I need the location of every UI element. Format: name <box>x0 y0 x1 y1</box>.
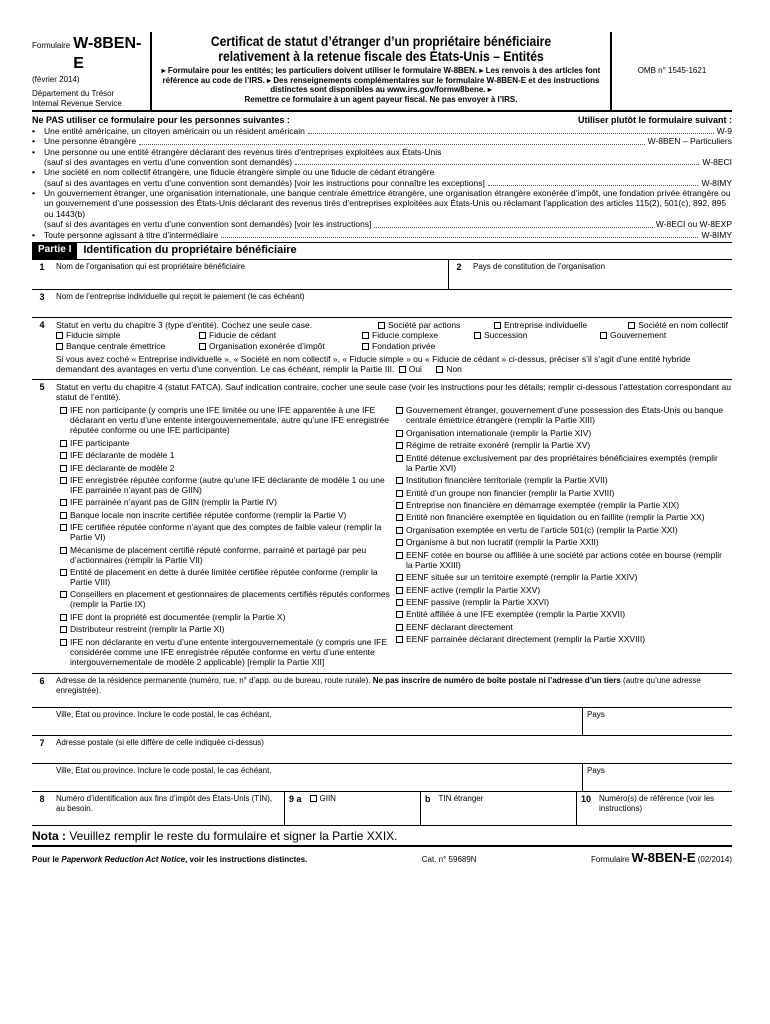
fatca-status-option[interactable] <box>60 625 390 635</box>
fatca-status-label: Régime de retraite exonéré (remplir la Partie XV) <box>406 440 591 451</box>
list-item: • Toute personne agissant à titre d’intermédiaire W-8IMY <box>32 229 732 240</box>
form-title-line2: relativement à la retenue fiscale des États-Unis – Entités <box>218 49 544 65</box>
mailing-city-field[interactable]: Ville, État ou province. Inclure le code postal, le cas échéant. <box>56 766 272 775</box>
city-field[interactable]: Ville, État ou province. Inclure le code postal, le cas échéant. <box>56 710 272 719</box>
fatca-status-label: Organisme à but non lucratif (remplir la Partie XXII) <box>406 537 599 548</box>
irs-name: Internal Revenue Service <box>32 98 122 108</box>
fatca-status-option[interactable] <box>60 476 390 496</box>
fatca-status-option[interactable] <box>60 511 390 521</box>
line-6-city-row <box>32 708 732 736</box>
line-5-number: 5 <box>39 381 45 392</box>
fatca-status-label: IFE enregistrée réputée conforme (autre qu’une IFE déclarante de modèle 1 ou une IFE parrainée n’ayant pas de GIIN) <box>70 475 385 495</box>
option-estate[interactable]: Succession <box>474 330 600 340</box>
hybrid-yes-checkbox[interactable]: Oui <box>399 364 422 374</box>
form-label: Formulaire <box>32 41 71 50</box>
line-4-number: 4 <box>39 319 45 330</box>
fatca-status-label: Gouvernement étranger, gouvernement d’une possession des États-Unis ou banque centrale émettrice étrangère (remplir la Partie XIII) <box>406 405 724 426</box>
line-4-row <box>32 318 732 380</box>
option-simple-trust[interactable]: Fiducie simple <box>56 330 199 340</box>
hybrid-no-checkbox[interactable]: Non <box>436 364 462 374</box>
option-grantor-trust[interactable]: Fiducie de cédant <box>199 330 362 340</box>
fatca-status-label: Entité de placement en dette à durée limitée certifiée réputée conforme (remplir la Partie VIII) <box>70 567 378 587</box>
department: Département du Trésor <box>32 88 115 98</box>
fatca-status-label: IFE parrainée n’ayant pas de GIIN (remplir la Partie IV) <box>70 497 277 508</box>
checkbox[interactable] <box>60 465 67 472</box>
fatca-status-option[interactable] <box>60 406 390 436</box>
checkbox[interactable] <box>396 527 403 534</box>
organization-name-field[interactable] <box>52 260 448 289</box>
fatca-status-label: EENF déclarant directement <box>406 621 513 632</box>
fatca-status-option[interactable] <box>396 623 726 633</box>
use-instead-heading: Utiliser plutôt le formulaire suivant : <box>577 115 732 125</box>
catalog-number: Cat. n° 59689N <box>421 854 477 864</box>
fatca-status-label: Entité non financière exemptée en liquidation ou en faillite (remplir la Partie XX) <box>406 512 705 523</box>
checkbox[interactable] <box>396 502 403 509</box>
fatca-status-left-column <box>56 406 396 670</box>
foreign-tin-field[interactable]: b TIN étranger <box>420 792 576 825</box>
fatca-status-option[interactable] <box>396 454 726 474</box>
fatca-status-label: Entité détenue exclusivement par des propriétaires bénéficiaires exemptés (remplir la Partie XVI) <box>406 452 718 473</box>
country-field[interactable]: Pays <box>582 708 732 735</box>
form-instructions: ▸ Formulaire pour les entités; les particuliers doivent utiliser le formulaire W-8BEN. ▸ Les renvois à des articles font référence au code de l’IRS. ▸ Des renseignements complémentaires sur le formulaire W-8BEN-E et des instructions distinctes sont disponibles au www.irs.gov/formw8bene. ▸ <box>161 66 601 95</box>
fatca-status-label: Banque locale non inscrite certifiée réputée conforme (remplir la Partie V) <box>70 509 347 520</box>
checkbox[interactable] <box>60 626 67 633</box>
header-left <box>32 32 152 110</box>
line-2-number: 2 <box>456 261 462 272</box>
fatca-status-option[interactable] <box>396 635 726 645</box>
checkbox[interactable] <box>60 512 67 519</box>
checkbox[interactable] <box>60 499 67 506</box>
line-8-number: 8 <box>39 794 45 804</box>
fatca-status-label: Entité affiliée à une IFE exemptée (remplir la Partie XXVII) <box>406 609 626 620</box>
do-not-use-heading: Ne PAS utiliser ce formulaire pour les personnes suivantes : <box>32 115 290 125</box>
fatca-status-option[interactable] <box>396 598 726 608</box>
fatca-status-right-column <box>396 406 732 670</box>
line-1-number: 1 <box>39 261 45 272</box>
checkbox[interactable] <box>396 490 403 497</box>
checkbox[interactable] <box>396 430 403 437</box>
fatca-status-option[interactable] <box>60 613 390 623</box>
country-of-incorporation-label: Pays de constitution de l’organisation <box>473 261 606 271</box>
form-date: (février 2014) <box>32 75 80 85</box>
fatca-status-option[interactable] <box>396 551 726 571</box>
fatca-status-option[interactable] <box>396 441 726 451</box>
fatca-status-option[interactable] <box>60 568 390 588</box>
giin-field[interactable]: 9 a GIIN <box>284 792 420 825</box>
checkbox[interactable] <box>396 477 403 484</box>
fatca-status-label: EENF passive (remplir la Partie XXVI) <box>406 596 550 607</box>
form-page <box>32 32 732 865</box>
fatca-status-label: IFE non déclarante en vertu d’une entente intergouvernementale (y compris une IFE considérée comme une IFE enregistrée réputée conforme en vertu d’une entente intergouvernementale de modèle 2 applicable) [remplir la Partie XII] <box>70 636 388 667</box>
header-center <box>152 32 612 110</box>
part1-title: Identification du propriétaire bénéficiaire <box>83 244 297 257</box>
disregarded-entity-field[interactable] <box>32 290 732 318</box>
checkbox[interactable] <box>60 547 67 554</box>
fatca-status-label: IFE certifiée réputée conforme n’ayant que des comptes de faible valeur (remplir la Partie VI) <box>70 522 382 543</box>
fatca-status-label: Conseillers en placement et gestionnaires de placements certifiés réputés conformes (remplir la Partie IX) <box>70 589 390 610</box>
checkbox[interactable] <box>60 477 67 484</box>
fatca-status-label: EENF parrainée déclarant directement (remplir la Partie XXVIII) <box>406 634 646 645</box>
list-item: • Un gouvernement étranger, une organisation internationale, une banque centrale émettrice étrangère, une organisation étrangère exonérée d’impôt, une fondation privée étrangère ou un gouvernement d’une possession des États-Unis déclarant des revenus tirés d’entreprises exploitées aux États-Unis ou réclamant l’application des articles 115(2), 501(c), 892, 895 ou 1443(b) (sauf si des avantages en vertu d’une convention sont demandés) [voir les instructions] W-8ECI ou W-8EXP <box>32 188 732 230</box>
option-sole-proprietor[interactable]: Entreprise individuelle <box>494 320 624 330</box>
part1-label: Partie I <box>32 242 77 259</box>
list-item: • Une personne étrangère W-8BEN – Particuliers <box>32 136 732 147</box>
fatca-status-label: Distributeur restreint (remplir la Partie XI) <box>70 624 225 635</box>
us-tin-field[interactable]: Numéro d’identification aux fins d’impôt des États-Unis (TIN), au besoin. <box>56 794 273 813</box>
option-complex-trust[interactable]: Fiducie complexe <box>362 330 474 340</box>
chapter3-status-label: Statut en vertu du chapitre 3 (type d’entité). Cochez une seule case. <box>56 319 313 330</box>
checkbox[interactable] <box>396 636 403 643</box>
fatca-status-option[interactable] <box>60 638 390 668</box>
fatca-status-option[interactable] <box>396 489 726 499</box>
hybrid-entity-question: Si vous avez coché « Entreprise individuelle », « Société en nom collectif », « Fiducie simple » ou « Fiducie de cédant » ci-dessus, préciser s’il s’agit d’une entité hybride demandant des avantages en vertu d’une convention. Le cas échéant, remplir la Partie III. Oui Non <box>56 354 691 375</box>
checkbox[interactable] <box>60 452 67 459</box>
nota: Nota : Veuillez remplir le reste du formulaire et signer la Partie XXIX. <box>32 826 732 847</box>
option-tax-exempt-org[interactable]: Organisation exonérée d’impôt <box>199 341 362 351</box>
checkbox[interactable] <box>60 591 67 598</box>
fatca-status-option[interactable] <box>396 573 726 583</box>
part1-heading <box>32 243 732 260</box>
fatca-status-option[interactable] <box>60 546 390 566</box>
fatca-status-label: EENF cotée en bourse ou affiliée à une société par actions cotée en bourse (remplir la Partie XXIII) <box>406 549 722 570</box>
checkbox[interactable] <box>396 611 403 618</box>
line-7-number: 7 <box>39 738 45 748</box>
fatca-status-label: Mécanisme de placement certifié réputé conforme, parrainé et partagé par peu d’actionnaires (remplir la Partie VII) <box>70 544 367 565</box>
form-title-line1: Certificat de statut d’étranger d’un propriétaire bénéficiaire <box>210 34 552 49</box>
fatca-status-label: EENF active (remplir la Partie XXV) <box>406 584 541 595</box>
checkbox[interactable] <box>60 614 67 621</box>
fatca-status-label: IFE dont la propriété est documentée (remplir la Partie X) <box>70 611 286 622</box>
form-number: W-8BEN-E <box>73 35 142 72</box>
country-of-incorporation-field[interactable] <box>448 260 732 289</box>
mailing-country-field[interactable]: Pays <box>582 764 732 791</box>
fatca-status-option[interactable] <box>60 439 390 449</box>
checkbox[interactable] <box>60 407 67 414</box>
fatca-status-label: Entreprise non financière en démarrage exemptée (remplir la Partie XIX) <box>406 499 680 510</box>
option-government[interactable]: Gouvernement <box>600 330 666 340</box>
fatca-status-option[interactable] <box>396 586 726 596</box>
list-item: • Une personne ou une entité étrangère déclarant des revenus tirés d’entreprises exploitées aux États-Unis (sauf si des avantages en vertu d’une convention sont demandés) W-8ECI <box>32 146 732 168</box>
checkbox[interactable] <box>396 624 403 631</box>
fatca-status-option[interactable] <box>60 451 390 461</box>
form-header <box>32 32 732 112</box>
line-7-city-row <box>32 764 732 792</box>
checkbox[interactable] <box>60 639 67 646</box>
option-partnership[interactable]: Société en nom collectif <box>628 320 728 330</box>
fatca-status-option[interactable] <box>396 429 726 439</box>
checkbox[interactable] <box>396 587 403 594</box>
checkbox[interactable] <box>396 442 403 449</box>
fatca-status-option[interactable] <box>396 501 726 511</box>
permanent-address-field[interactable]: 6 Adresse de la résidence permanente (numéro, rue, n° d’app. ou de bureau, route rurale). Ne pas inscrire de numéro de boîte postale ni l’adresse d’un tiers (autre qu’une adresse enregistrée). <box>32 674 732 708</box>
option-private-foundation[interactable]: Fondation privée <box>362 341 435 351</box>
reference-numbers-field[interactable]: 10 Numéro(s) de référence (voir les instructions) <box>576 792 732 825</box>
fatca-status-label: Organisation exemptée en vertu de l’article 501(c) (remplir la Partie XXI) <box>406 524 678 535</box>
checkbox[interactable] <box>396 514 403 521</box>
fatca-status-option[interactable] <box>396 526 726 536</box>
fatca-status-label: IFE non participante (y compris une IFE limitée ou une IFE apparentée à une IFE déclarant en vertu d’une entente intergouvernementale, autre qu’une IFE enregistrée réputée conforme ou une IFE participante) <box>70 405 389 436</box>
checkbox[interactable] <box>60 569 67 576</box>
checkbox[interactable] <box>60 524 67 531</box>
fatca-status-option[interactable] <box>396 513 726 523</box>
mailing-address-field[interactable]: 7 Adresse postale (si elle diffère de celle indiquée ci-dessus) <box>32 736 732 764</box>
checkbox[interactable] <box>396 455 403 462</box>
fatca-status-option[interactable] <box>396 476 726 486</box>
fatca-status-option[interactable] <box>60 523 390 543</box>
checkbox[interactable] <box>396 574 403 581</box>
line-3-number: 3 <box>39 291 45 302</box>
disregarded-entity-label: Nom de l’entreprise individuelle qui reçoit le paiement (le cas échéant) <box>56 291 305 301</box>
line-8-row <box>32 792 732 826</box>
option-corporation[interactable]: Société par actions <box>370 320 490 330</box>
fatca-status-option[interactable] <box>60 464 390 474</box>
checkbox[interactable] <box>60 440 67 447</box>
fatca-status-option[interactable] <box>60 590 390 610</box>
line-1-2-row <box>32 260 732 290</box>
fatca-status-option[interactable] <box>396 538 726 548</box>
fatca-status-option[interactable] <box>60 498 390 508</box>
fatca-status-option[interactable] <box>396 610 726 620</box>
fatca-status-label: Institution financière territoriale (remplir la Partie XVII) <box>406 475 608 486</box>
list-item: • Une société en nom collectif étrangère, une fiducie étrangère simple ou une fiducie de cédant étrangère (sauf si des avantages en vertu d’une convention sont demandés) [voir les instructions pour connaître les exceptions] W-8IMY <box>32 167 732 188</box>
organization-name-label: Nom de l’organisation qui est propriétaire bénéficiaire <box>56 261 245 271</box>
option-central-bank[interactable]: Banque centrale émettrice <box>56 341 199 351</box>
line-6-number: 6 <box>39 676 45 686</box>
do-not-use-section <box>32 112 732 243</box>
fatca-status-label: EENF située sur un territoire exempté (remplir la Partie XXIV) <box>406 572 638 583</box>
checkbox[interactable] <box>396 599 403 606</box>
list-item: • Une entité américaine, un citoyen américain ou un résident américain W-9 <box>32 125 732 136</box>
fatca-status-label: IFE déclarante de modèle 1 <box>70 450 175 461</box>
checkbox[interactable] <box>396 539 403 546</box>
fatca-status-option[interactable] <box>396 406 726 426</box>
fatca-status-label: Entité d’un groupe non financier (remplir la Partie XVIII) <box>406 487 615 498</box>
form-remit-note: Remettre ce formulaire à un agent payeur fiscal. Ne pas envoyer à l’IRS. <box>244 95 518 104</box>
fatca-status-label: IFE participante <box>70 437 130 448</box>
form-footer: Pour le Paperwork Reduction Act Notice, voir les instructions distinctes. Cat. n° 59689N Formulaire W-8BEN-E (02/2014) <box>32 849 732 865</box>
fatca-status-label: Organisation internationale (remplir la Partie XIV) <box>406 427 592 438</box>
line-5-row <box>32 380 732 674</box>
omb-number: OMB n° 1545-1621 <box>637 66 707 75</box>
checkbox[interactable] <box>396 552 403 559</box>
fatca-status-label: IFE déclarante de modèle 2 <box>70 462 175 473</box>
checkbox[interactable] <box>396 407 403 414</box>
chapter4-status-label: Statut en vertu du chapitre 4 (statut FATCA). Sauf indication contraire, cocher une seule case (voir les instructions pour les détails; remplir ci-dessous l’attestation correspondant au statut de l’entité). <box>56 381 731 403</box>
